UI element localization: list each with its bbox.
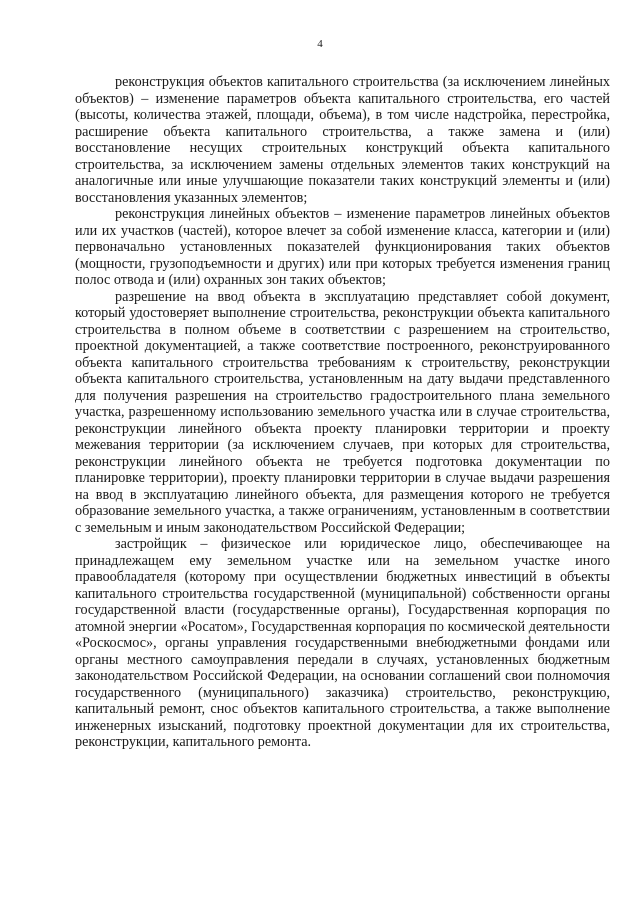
- document-body: [75, 74, 610, 751]
- paragraph-commissioning-permit: разрешение на ввод объекта в эксплуатацию представляет собой документ, который удостоверяет выполнение строительства, реконструкции объекта капитального строительства в полном объеме в соответствии с разрешением на строительство, проектной документацией, а также соответствие построенного, реконструированного объекта капитального строительства требованиям к строительству, реконструкции объекта капитального строительства, установленным на дату выдачи представленного для получения разрешения на строительство градостроительного плана земельного участка, разрешенному использованию земельного участка или в случае строительства, реконструкции линейного объекта проекту планировки территории и проекту межевания территории (за исключением случаев, при которых для строительства, реконструкции линейного объекта не требуется подготовка документации по планировке территории), проекту планировки территории в случае выдачи разрешения на ввод в эксплуатацию линейного объекта, для размещения которого не требуется образование земельного участка, а также ограничениям, установленным в соответствии с земельным и иным законодательством Российской Федерации;: [75, 288, 610, 536]
- paragraph-reconstruction-capital-objects: реконструкция объектов капитального строительства (за исключением линейных объектов) – изменение параметров объекта капитального строительства, его частей (высоты, количества этажей, площади, объема), в том числе надстройка, перестройка, расширение объекта капитального строительства, а также замена и (или) восстановление несущих строительных конструкций объекта капитального строительства, за исключением замены отдельных элементов таких конструкций на аналогичные или иные улучшающие показатели таких конструкций элементы и (или) восстановления указанных элементов;: [75, 74, 610, 206]
- paragraph-developer-definition: застройщик – физическое или юридическое лицо, обеспечивающее на принадлежащем ему земельном участке или на земельном участке иного правообладателя (которому при осуществлении бюджетных инвестиций в объекты капитального строительства государственной (муниципальной) собственности органы государственной власти (государственные органы), Государственная корпорация по атомной энергии «Росатом», Государственная корпорация по космической деятельности «Роскосмос», органы управления государственными внебюджетными фондами или органы местного самоуправления передали в случаях, установленных бюджетным законодательством Российской Федерации, на основании соглашений свои полномочия государственного (муниципального) заказчика) строительство, реконструкцию, капитальный ремонт, снос объектов капитального строительства, а также выполнение инженерных изысканий, подготовку проектной документации для их строительства, реконструкции, капитального ремонта.: [75, 536, 610, 750]
- paragraph-reconstruction-linear-objects: реконструкция линейных объектов – изменение параметров линейных объектов или их участков (частей), которое влечет за собой изменение класса, категории и (или) первоначально установленных показателей функционирования таких объектов (мощности, грузоподъемности и других) или при которых требуется изменения границ полос отвода и (или) охранных зон таких объектов;: [75, 206, 610, 288]
- page-number: 4: [317, 38, 323, 50]
